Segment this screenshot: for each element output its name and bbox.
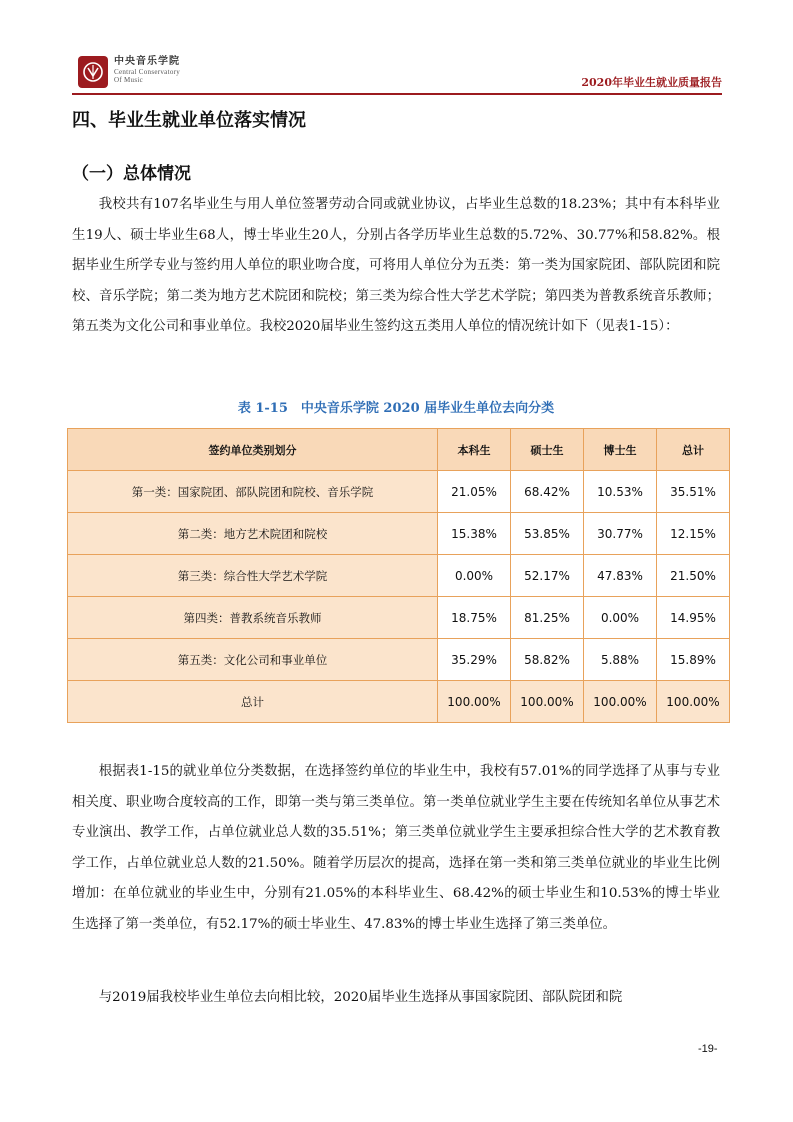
cell-master: 58.82% <box>511 639 584 681</box>
cell-doctoral: 10.53% <box>584 471 657 513</box>
logo-chinese-name: 中央音乐学院 <box>114 56 180 67</box>
cell-doctoral: 47.83% <box>584 555 657 597</box>
employment-category-table <box>67 428 730 723</box>
cell-undergraduate: 21.05% <box>438 471 511 513</box>
header-divider <box>72 93 722 95</box>
row-category: 第一类：国家院团、部队院团和院校、音乐学院 <box>68 471 438 513</box>
logo-english-line-2: Of Music <box>114 76 144 84</box>
column-header-doctoral: 博士生 <box>584 429 657 471</box>
row-category: 第三类：综合性大学艺术学院 <box>68 555 438 597</box>
row-category: 第五类：文化公司和事业单位 <box>68 639 438 681</box>
cell-total: 15.89% <box>657 639 730 681</box>
cell-master: 52.17% <box>511 555 584 597</box>
cell-master: 81.25% <box>511 597 584 639</box>
cell-undergraduate: 100.00% <box>438 681 511 723</box>
body-paragraph-2: 根据表1-15的就业单位分类数据，在选择签约单位的毕业生中，我校有57.01%的同学选择了从事与专业相关度、职业吻合度较高的工作，即第一类与第三类单位。第一类单位就业学生主要在传统知名单位从事艺术专业演出、教学工作，占单位就业总人数的35.51%；第三类单位就业学生主要承担综合性大学的艺术教育教学工作，占单位就业总人数的21.50%。随着学历层次的提高，选择在第一类和第三类单位就业的毕业生比例增加：在单位就业的毕业生中，分别有21.05%的本科毕业生、68.42%的硕士毕业生和10.53%的博士毕业生选择了第一类单位，有52.17%的硕士毕业生、47.83%的博士毕业生选择了第三类单位。 <box>72 764 720 932</box>
cell-undergraduate: 35.29% <box>438 639 511 681</box>
body-paragraph-3: 与2019届我校毕业生单位去向相比较，2020届毕业生选择从事国家院团、部队院团和院 <box>98 990 623 1005</box>
report-title: 2020年毕业生就业质量报告 <box>581 76 722 89</box>
table-row <box>68 471 730 513</box>
cell-doctoral: 0.00% <box>584 597 657 639</box>
logo-english-line-1: Central Conservatory <box>114 68 181 76</box>
cell-total: 14.95% <box>657 597 730 639</box>
table-caption: 表 1-15 中央音乐学院 2020 届毕业生单位去向分类 <box>237 401 555 416</box>
column-header-undergraduate: 本科生 <box>438 429 511 471</box>
row-category: 第四类：普教系统音乐教师 <box>68 597 438 639</box>
column-header-master: 硕士生 <box>511 429 584 471</box>
cell-total: 21.50% <box>657 555 730 597</box>
conservatory-logo-icon <box>78 56 108 88</box>
cell-total: 100.00% <box>657 681 730 723</box>
column-header-category: 签约单位类别划分 <box>68 429 438 471</box>
cell-undergraduate: 0.00% <box>438 555 511 597</box>
table-row <box>68 555 730 597</box>
page-number: -19- <box>698 1043 718 1055</box>
cell-master: 68.42% <box>511 471 584 513</box>
row-category: 第二类：地方艺术院团和院校 <box>68 513 438 555</box>
row-category-total: 总计 <box>68 681 438 723</box>
table-header-row <box>68 429 730 471</box>
body-paragraph-1: 我校共有107名毕业生与用人单位签署劳动合同或就业协议，占毕业生总数的18.23%；其中有本科毕业生19人、硕士毕业生68人，博士毕业生20人，分别占各学历毕业生总数的5.72%、30.77%和58.82%。根据毕业生所学专业与签约用人单位的职业吻合度，可将用人单位分为五类：第一类为国家院团、部队院团和院校、音乐学院；第二类为地方艺术院团和院校；第三类为综合性大学艺术学院；第四类为普教系统音乐教师；第五类为文化公司和事业单位。我校2020届毕业生签约这五类用人单位的情况统计如下（见表1-15）： <box>72 197 720 335</box>
cell-undergraduate: 15.38% <box>438 513 511 555</box>
table-row <box>68 639 730 681</box>
cell-master: 100.00% <box>511 681 584 723</box>
cell-total: 35.51% <box>657 471 730 513</box>
table-row <box>68 597 730 639</box>
cell-total: 12.15% <box>657 513 730 555</box>
table-row <box>68 513 730 555</box>
cell-doctoral: 30.77% <box>584 513 657 555</box>
page-header <box>72 50 722 94</box>
column-header-total: 总计 <box>657 429 730 471</box>
section-title: 四、毕业生就业单位落实情况 <box>72 110 306 131</box>
cell-master: 53.85% <box>511 513 584 555</box>
subsection-title: （一）总体情况 <box>72 164 191 184</box>
cell-doctoral: 5.88% <box>584 639 657 681</box>
logo-text <box>114 56 180 84</box>
cell-undergraduate: 18.75% <box>438 597 511 639</box>
cell-doctoral: 100.00% <box>584 681 657 723</box>
table-total-row <box>68 681 730 723</box>
